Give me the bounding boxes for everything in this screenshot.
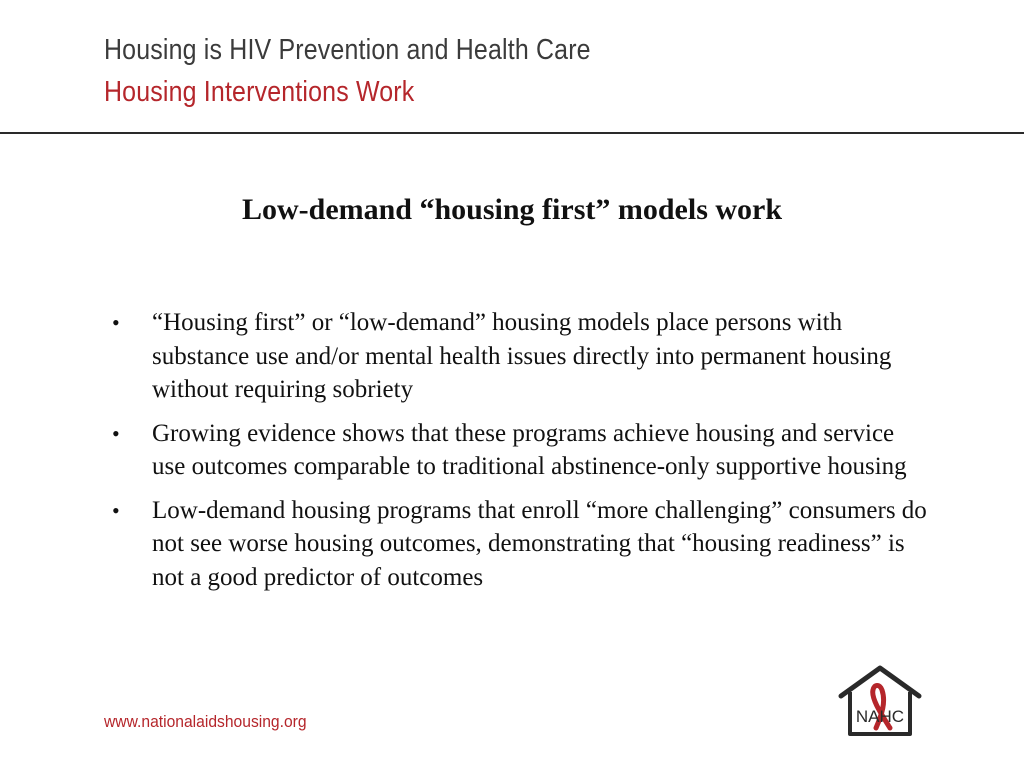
bullet-item — [112, 417, 932, 484]
bullet-text: Low-demand housing programs that enroll “more challenging” consumers do not see worse housing outcomes, demonstrating that “housing readiness” is not a good predictor of outcomes — [152, 496, 927, 591]
header-subtitle: Housing Interventions Work — [104, 76, 415, 108]
bullet-icon: • — [112, 497, 120, 523]
header-title: Housing is HIV Prevention and Health Care — [104, 34, 591, 66]
bullet-text: Growing evidence shows that these programs achieve housing and service use outcomes comparable to traditional abstinence-only supportive housing — [152, 419, 907, 480]
bullet-icon: • — [112, 420, 120, 446]
footer-url-link[interactable]: www.nationalaidshousing.org — [104, 712, 307, 731]
bullet-icon: • — [112, 310, 120, 335]
bullet-text: “Housing first” or “low-demand” housing models place persons with substance use and/or mental health issues directly into permanent housing without requiring sobriety — [152, 309, 892, 403]
header-divider — [0, 132, 1024, 134]
logo-text: NAHC — [855, 707, 905, 726]
bullet-list — [112, 306, 932, 604]
bullet-item — [112, 306, 932, 407]
slide-heading: Low-demand “housing first” models work — [241, 193, 783, 226]
bullet-item — [112, 494, 932, 595]
nahc-logo-icon — [838, 664, 922, 738]
